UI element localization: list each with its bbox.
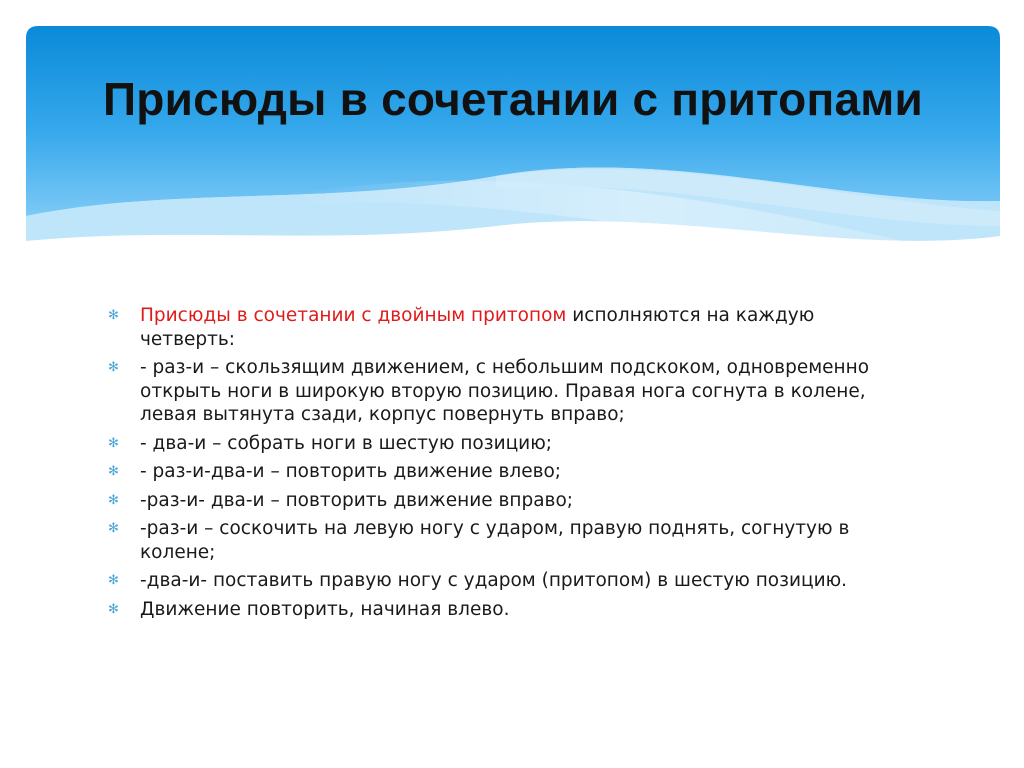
asterisk-icon: ✻ [108, 435, 119, 451]
list-item [108, 432, 908, 456]
list-item [108, 356, 908, 427]
list-item-text: исполняются на каждую четверть: [140, 305, 815, 350]
highlighted-text: Присюды в сочетании с двойным притопом [140, 305, 567, 326]
list-item [108, 489, 908, 513]
list-item-text: -раз-и- два-и – повторить движение вправо; [140, 489, 574, 511]
header-wave-background [26, 26, 1000, 296]
list-item [108, 460, 908, 484]
asterisk-icon: ✻ [108, 521, 119, 536]
list-item-text: - раз-и – скользящим движением, с небольшим подскоком, одновременно открыть ноги в широкую вторую позицию. Правая нога согнута в колене, левая вытянута сзади, корпус повернуть вправо; [140, 357, 870, 425]
asterisk-icon: ✻ [108, 308, 119, 323]
slide-title: Присюды в сочетании с притопами [103, 73, 923, 125]
list-item [108, 517, 908, 564]
list-item-text: -раз-и – соскочить на левую ногу с ударом, правую поднять, согнутую в колене; [140, 518, 850, 563]
asterisk-icon: ✻ [108, 573, 119, 588]
list-item-text: - раз-и-два-и – повторить движение влево; [140, 461, 562, 482]
bullet-list [108, 304, 908, 626]
asterisk-icon: ✻ [108, 464, 119, 479]
list-item-text: -два-и- поставить правую ногу с ударом (притопом) в шестую позицию. [140, 570, 848, 591]
list-item-text: Движение повторить, начиная влево. [140, 598, 510, 620]
asterisk-icon: ✻ [108, 601, 119, 617]
list-item [108, 598, 908, 622]
asterisk-icon: ✻ [108, 492, 119, 508]
list-item [108, 304, 908, 351]
asterisk-icon: ✻ [108, 360, 119, 375]
list-item-text: - два-и – собрать ноги в шестую позицию; [140, 432, 553, 454]
list-item [108, 569, 908, 593]
